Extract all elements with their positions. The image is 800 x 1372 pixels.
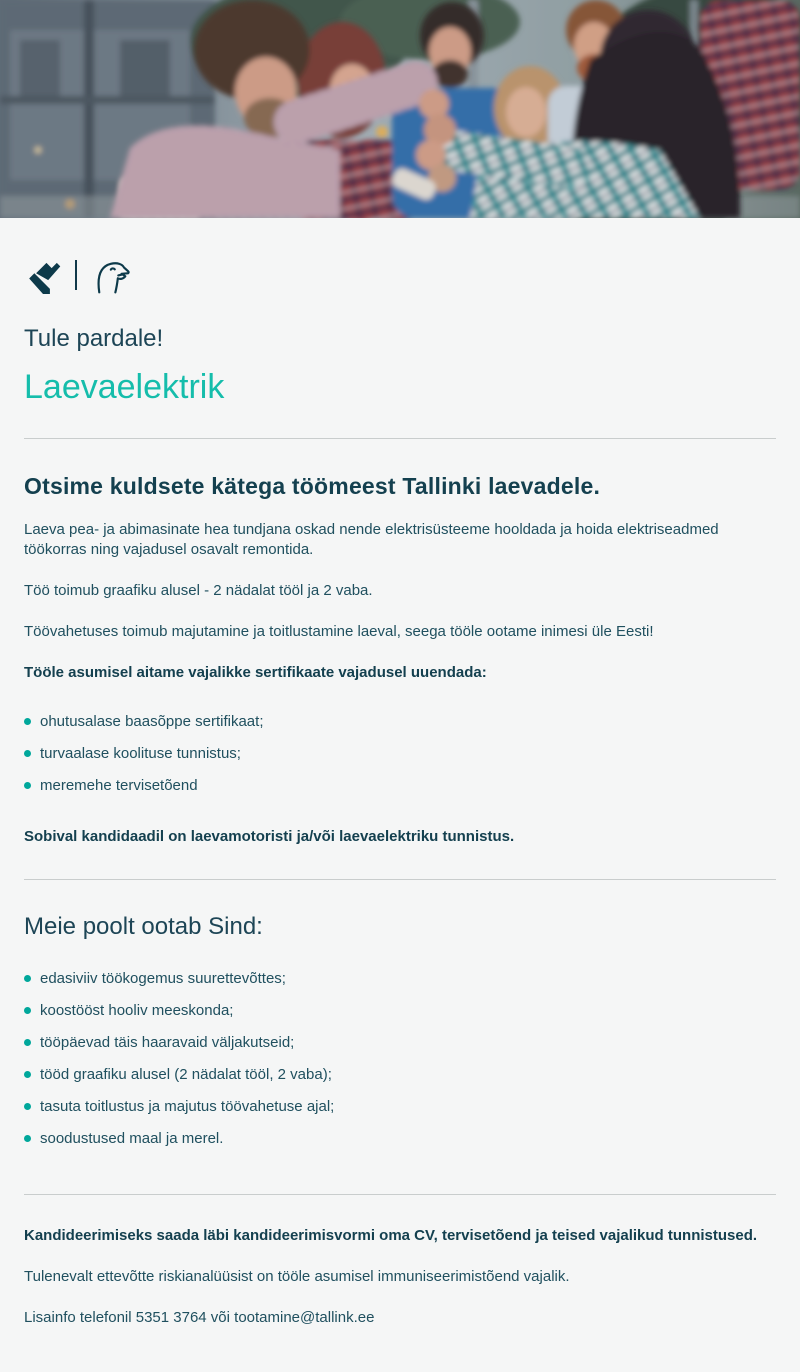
- section-divider: [24, 438, 776, 439]
- list-item-label: ohutusalase baasõppe sertifikaat;: [40, 713, 264, 730]
- bullet-dot-icon: [24, 1039, 31, 1046]
- certs-list: [24, 712, 776, 796]
- immunisation-note: Tulenevalt ettevõtte riskianalüüsist on tööle asumisel immuniseerimistõend vajalik.: [24, 1268, 570, 1285]
- list-item: [24, 744, 776, 764]
- list-item-label: turvaalase koolituse tunnistus;: [40, 745, 241, 762]
- list-item: [24, 1033, 776, 1053]
- list-item: [24, 1129, 776, 1149]
- intro-heading: Otsime kuldsete kätega töömeest Tallinki laevadele.: [24, 473, 601, 499]
- bullet-dot-icon: [24, 975, 31, 982]
- list-item-label: tasuta toitlustus ja majutus töövahetuse ajal;: [40, 1098, 335, 1115]
- list-item: [24, 1001, 776, 1021]
- hero-photo: [0, 0, 800, 218]
- offer-heading: Meie poolt ootab Sind:: [24, 913, 263, 940]
- bullet-dot-icon: [24, 1135, 31, 1142]
- section-divider: [24, 1194, 776, 1195]
- bullet-dot-icon: [24, 1007, 31, 1014]
- list-item-label: koostööst hooliv meeskonda;: [40, 1002, 234, 1019]
- list-item-label: tööd graafiku alusel (2 nädalat tööl, 2 vaba);: [40, 1066, 332, 1083]
- list-item: [24, 969, 776, 989]
- kicker-text: Tule pardale!: [24, 325, 164, 352]
- hero-photo-illustration: [0, 0, 800, 218]
- list-item: [24, 712, 776, 732]
- intro-paragraph: Töö toimub graafiku alusel - 2 nädalat tööl ja 2 vaba.: [24, 582, 373, 599]
- bullet-dot-icon: [24, 1103, 31, 1110]
- section-divider: [24, 879, 776, 880]
- list-item-label: edasiviiv töökogemus suurettevõttes;: [40, 970, 286, 987]
- content-area: [0, 256, 800, 1372]
- logo-divider: [75, 260, 77, 290]
- candidate-note: Sobival kandidaadil on laevamotoristi ja/või laevaelektriku tunnistus.: [24, 828, 515, 845]
- bullet-dot-icon: [24, 1071, 31, 1078]
- bullet-dot-icon: [24, 718, 31, 725]
- certs-heading: Tööle asumisel aitame vajalikke sertifikaate vajadusel uuendada:: [24, 664, 487, 681]
- intro-paragraph: Laeva pea- ja abimasinate hea tundjana oskad nende elektrisüsteeme hooldada ja hoida elektriseadmed töökorras ning vajadusel osavalt remontida.: [24, 521, 719, 558]
- intro-paragraph: Töövahetuses toimub majutamine ja toitlustamine laeval, seega tööle ootame inimesi üle Eesti!: [24, 623, 654, 640]
- tallink-logo-icon: [24, 256, 62, 294]
- offer-list: [24, 969, 776, 1149]
- silja-line-seal-icon: [90, 256, 130, 294]
- bullet-dot-icon: [24, 750, 31, 757]
- list-item-label: tööpäevad täis haaravaid väljakutseid;: [40, 1034, 295, 1051]
- bullet-dot-icon: [24, 782, 31, 789]
- brand-logos[interactable]: [24, 256, 776, 294]
- list-item-label: meremehe tervisetõend: [40, 777, 198, 794]
- list-item-label: soodustused maal ja merel.: [40, 1130, 224, 1147]
- list-item: [24, 1065, 776, 1085]
- apply-instructions: Kandideerimiseks saada läbi kandideerimisvormi oma CV, tervisetõend ja teised vajalikud tunnistused.: [24, 1227, 758, 1244]
- contact-info: Lisainfo telefonil 5351 3764 või tootamine@tallink.ee: [24, 1309, 375, 1326]
- list-item: [24, 1097, 776, 1117]
- list-item: [24, 776, 776, 796]
- job-title: Laevaelektrik: [24, 368, 225, 406]
